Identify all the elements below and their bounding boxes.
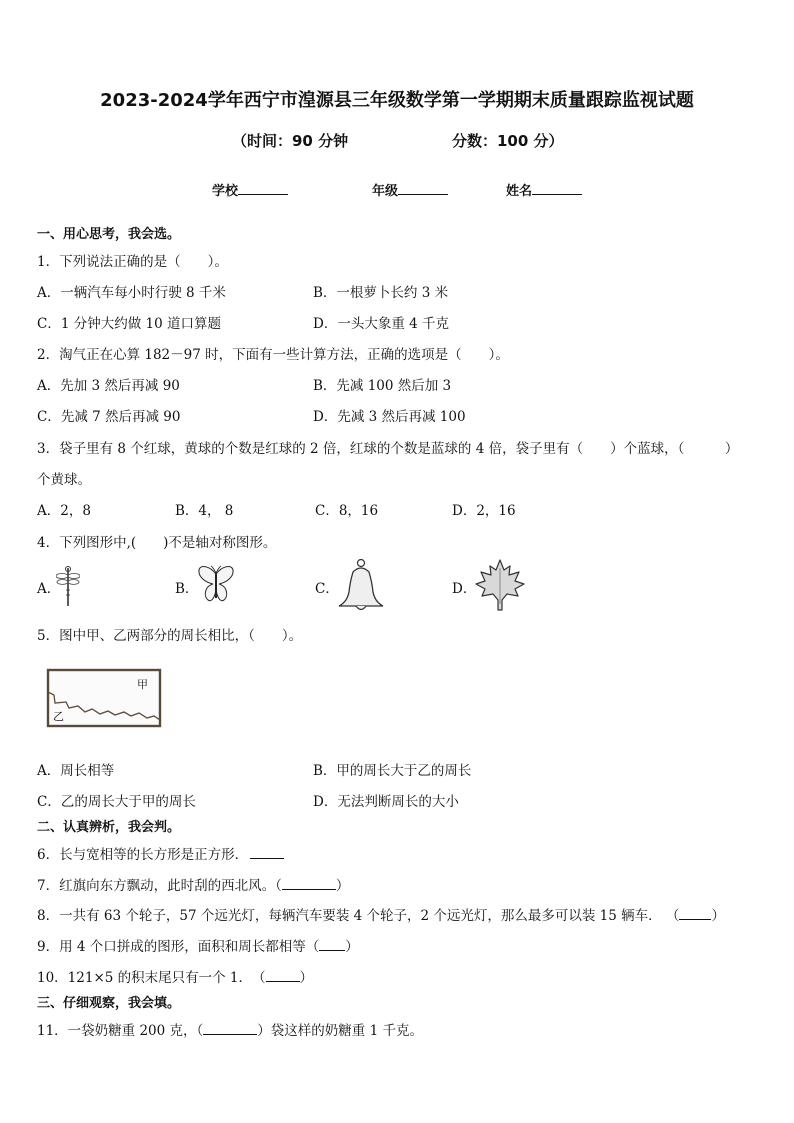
q4-option-c[interactable]: C． [315,581,339,597]
question-10-close: ） [299,970,314,986]
question-8-text: 8．一共有 63 个轮子，57 个远光灯，每辆汽车要装 4 个轮子，2 个远光灯，那么最多可以装 15 辆车． （ [37,908,680,924]
question-8-close: ） [711,908,725,924]
bell-icon [335,558,387,614]
q4-option-a[interactable]: A． [37,581,61,597]
question-11 [37,1019,423,1039]
school-blank[interactable] [238,182,288,195]
question-2: 2．淘气正在心算 182－97 时，下面有一些计算方法，正确的选项是（ ）。 [37,347,509,363]
question-9 [37,935,359,955]
question-9-text: 9．用 4 个口拼成的图形，面积和周长都相等（ [37,939,320,955]
q2-option-a[interactable]: A．先加 3 然后再减 90 [37,378,180,394]
q2-option-c[interactable]: C．先减 7 然后再减 90 [37,409,181,425]
question-5: 5．图中甲、乙两部分的周长相比，（ ）。 [37,628,303,644]
q1-option-c[interactable]: C．1 分钟大约做 10 道口算题 [37,316,221,332]
q10-answer-blank[interactable] [266,969,300,982]
q1-option-a[interactable]: A．一辆汽车每小时行驶 8 千米 [37,285,226,301]
question-6 [37,843,284,863]
q2-option-d[interactable]: D．先减 3 然后再减 100 [313,409,466,425]
q5-option-b[interactable]: B．甲的周长大于乙的周长 [313,763,472,779]
q2-option-b[interactable]: B．先减 100 然后加 3 [313,378,452,394]
name-field[interactable] [506,180,582,199]
school-label: 学校 [212,184,239,199]
q3-option-a[interactable]: A．2，8 [37,503,91,519]
question-8 [37,904,725,924]
grade-label: 年级 [372,184,399,199]
q9-answer-blank[interactable] [319,938,345,951]
q4-option-b[interactable]: B． [175,581,199,597]
maple-leaf-icon [474,558,526,612]
grade-field[interactable] [372,180,448,199]
question-11-text-post: ）袋这样的奶糖重 1 千克。 [257,1023,423,1039]
question-4: 4．下列图形中,( )不是轴对称图形。 [37,535,277,551]
question-9-close: ） [345,939,359,955]
name-label: 姓名 [506,184,533,199]
question-10 [37,966,313,986]
q11-answer-blank[interactable] [203,1022,257,1035]
q1-option-d[interactable]: D．一头大象重 4 千克 [313,316,449,332]
question-3-line1: 3．袋子里有 8 个红球，黄球的个数是红球的 2 倍，红球的个数是蓝球的 4 倍，袋子里有（ ）个蓝球，（ ） [37,441,739,457]
q6-answer-blank[interactable] [250,846,284,859]
section-heading-2: 二、认真辨析，我会判。 [37,820,181,835]
question-7-text: 7．红旗向东方飘动，此时刮的西北风。（ [37,878,282,894]
figure-label-yi: 乙 [53,710,64,723]
question-7 [37,874,349,894]
grade-blank[interactable] [398,182,448,195]
name-blank[interactable] [532,182,582,195]
q5-option-d[interactable]: D．无法判断周长的大小 [313,794,459,810]
page-title: 2023-2024学年西宁市湟源县三年级数学第一学期期末质量跟踪监视试题 [100,90,694,111]
section-heading-3: 三、仔细观察，我会填。 [37,996,181,1011]
q5-option-c[interactable]: C．乙的周长大于甲的周长 [37,794,196,810]
q3-option-d[interactable]: D．2，16 [452,503,516,519]
figure-label-jia: 甲 [137,678,148,691]
q8-answer-blank[interactable] [679,907,711,920]
q3-option-b[interactable]: B．4， 8 [175,503,234,519]
question-7-close: ） [335,878,350,894]
question-3-line2: 个黄球。 [37,472,91,488]
butterfly-icon [196,564,236,606]
school-field[interactable] [212,180,288,199]
q5-option-a[interactable]: A．周长相等 [37,763,115,779]
q1-option-b[interactable]: B．一根萝卜长约 3 米 [313,285,449,301]
dragonfly-icon [56,564,80,608]
question-11-text-pre: 11．一袋奶糖重 200 克，（ [37,1023,204,1039]
question-6-text: 6．长与宽相等的长方形是正方形． [37,847,249,863]
exam-score: 分数：100 分） [452,132,564,150]
q4-option-d[interactable]: D． [452,581,477,597]
question-1: 1．下列说法正确的是（ ）。 [37,254,228,270]
section-heading-1: 一、用心思考，我会选。 [37,227,181,242]
exam-time: （时间：90 分钟 [232,132,349,150]
question-10-text: 10．121×5 的积末尾只有一个 1． （ [37,970,266,986]
q7-answer-blank[interactable] [282,877,336,890]
q3-option-c[interactable]: C．8，16 [315,503,379,519]
